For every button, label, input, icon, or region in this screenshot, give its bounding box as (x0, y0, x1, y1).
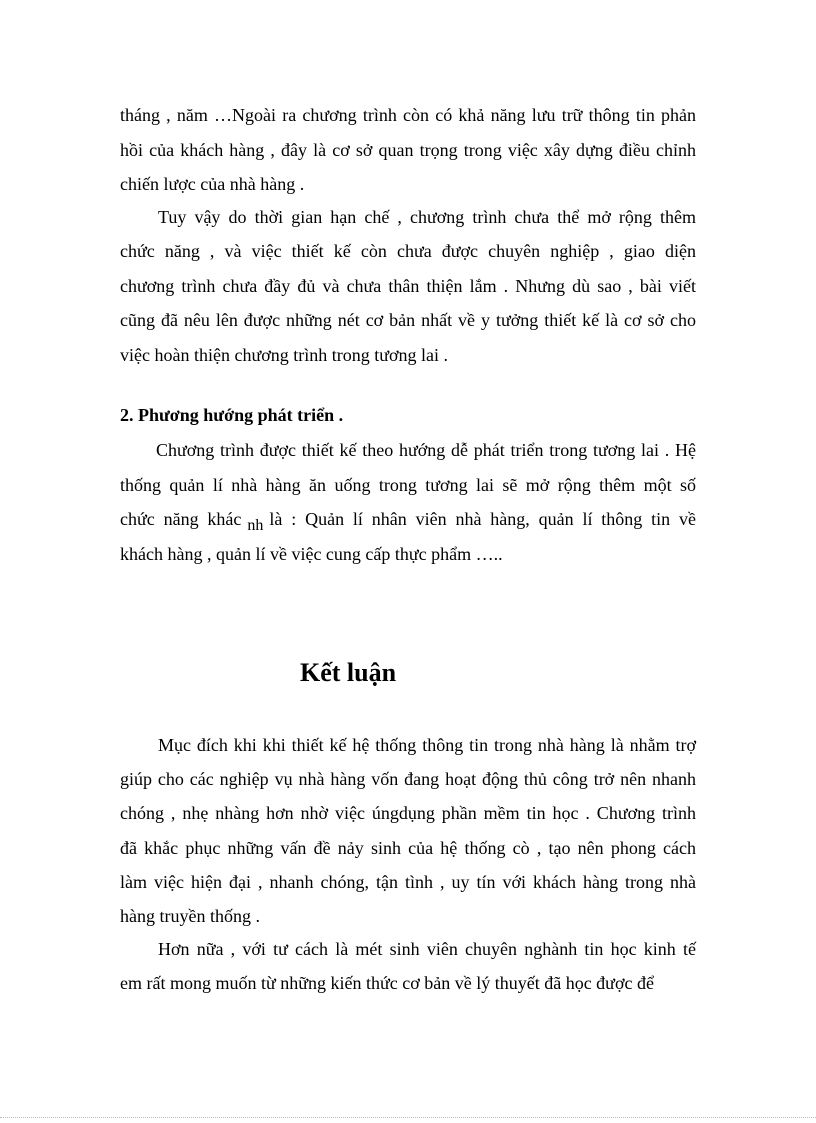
section2-line-3-sub: nh (247, 517, 264, 534)
para2-line-5: việc hoàn thiện chương trình trong tương lai . (120, 345, 448, 365)
para2-line-2: chức năng , và việc thiết kế còn chưa được chuyên nghiệp , giao diện (120, 241, 696, 261)
conclusion-para1-line-5: làm việc hiện đại , nhanh chóng, tận tình , uy tín với khách hàng trong nhà (120, 872, 696, 892)
para1-line-3: chiến lược của nhà hàng . (120, 174, 305, 194)
section2-line-3 (120, 508, 696, 532)
para2-line-1: Tuy vậy do thời gian hạn chế , chương trình chưa thể mở rộng thêm (158, 207, 696, 227)
conclusion-para1-line-4: đã khắc phục những vấn đề nảy sinh của hệ thống cò , tạo nên phong cách (120, 838, 696, 858)
para1-line-1: tháng , năm …Ngoài ra chương trình còn có khả năng lưu trữ thông tin phản (120, 105, 696, 125)
section2-line-2: thống quản lí nhà hàng ăn uống trong tương lai sẽ mở rộng thêm một số (120, 475, 696, 495)
section-heading: 2. Phương hướng phát triển . (120, 405, 344, 425)
conclusion-para1-line-1: Mục đích khi khi thiết kế hệ thống thông tin trong nhà hàng là nhằm trợ (158, 735, 696, 755)
section2-line-3-before: chức năng khác (120, 509, 242, 529)
section2-line-1: Chương trình được thiết kế theo hướng dễ phát triển trong tương lai . Hệ (156, 440, 696, 460)
para2-line-4: cũng đã nêu lên được những nét cơ bản nhất về y tưởng thiết kế là cơ sở cho (120, 310, 696, 330)
section2-line-3-after: là : Quản lí nhân viên nhà hàng, quản lí thông tin về (269, 509, 696, 529)
para2-line-3: chương trình chưa đầy đủ và chưa thân thiện lắm . Nhưng dù sao , bài viết (120, 276, 696, 296)
conclusion-para1-line-3: chóng , nhẹ nhàng hơn nhờ việc úngdụng phần mềm tin học . Chương trình (120, 803, 696, 823)
conclusion-title: Kết luận (300, 658, 397, 687)
para1-line-2: hồi của khách hàng , đây là cơ sở quan trọng trong việc xây dựng điều chỉnh (120, 140, 696, 160)
conclusion-para2-line-1: Hơn nữa , với tư cách là mét sinh viên chuyên nghành tin học kinh tế (158, 939, 696, 959)
conclusion-para1-line-2: giúp cho các nghiệp vụ nhà hàng vốn đang hoạt động thủ công trở nên nhanh (120, 769, 696, 789)
conclusion-para1-line-6: hàng truyền thống . (120, 906, 260, 926)
section2-line-4: khách hàng , quản lí về việc cung cấp thực phẩm ….. (120, 544, 503, 564)
conclusion-para2-line-2: em rất mong muốn từ những kiến thức cơ bản về lý thuyết đã học được để (120, 973, 654, 993)
page-bottom-rule (0, 1117, 816, 1118)
